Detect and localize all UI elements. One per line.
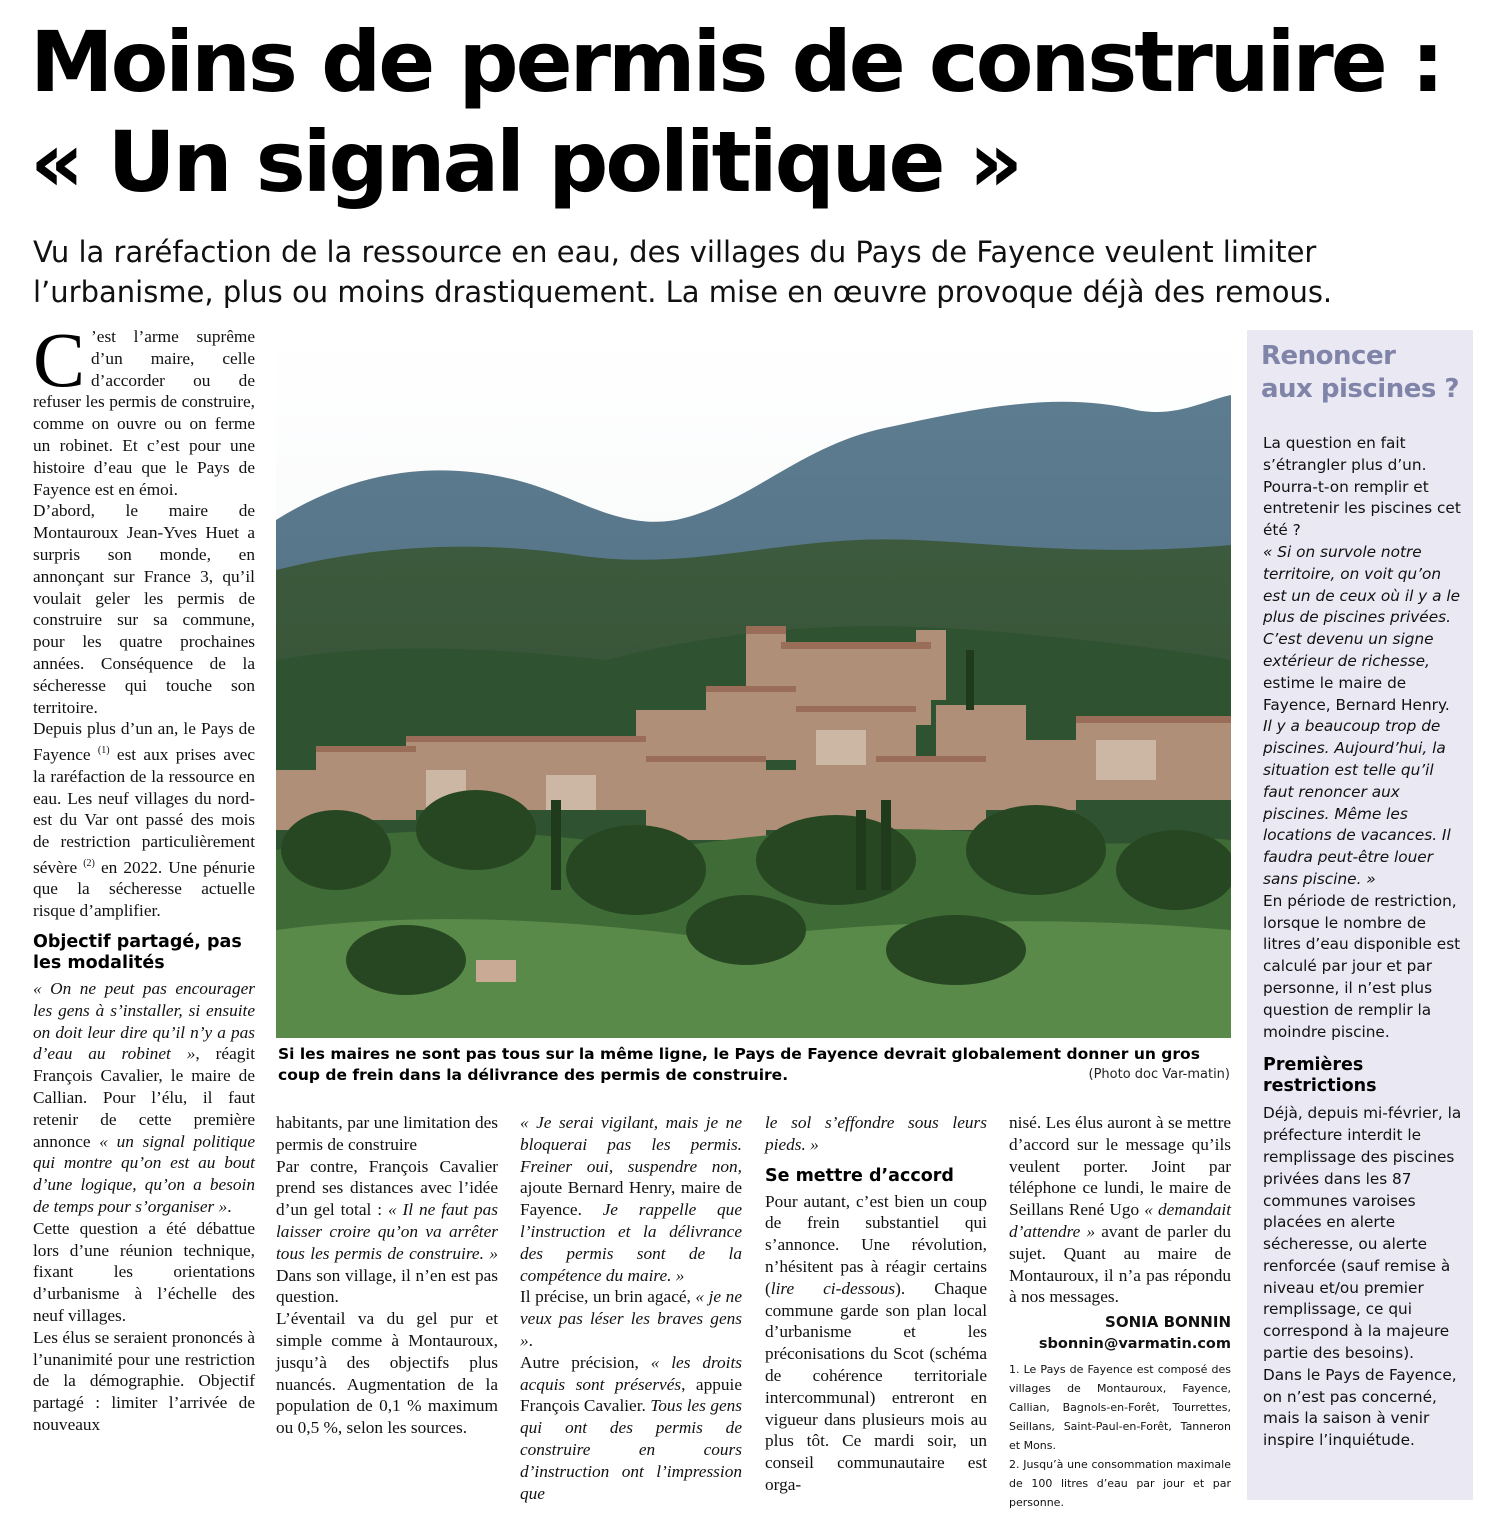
paragraph: En période de restriction, lorsque le nombre de litres d’eau disponible est calculé par jour et par personne, il n’est plus question de remplir la moindre piscine.: [1263, 891, 1461, 1041]
village-landscape-image: [276, 330, 1231, 1038]
article-column-5: [1009, 1112, 1231, 1512]
subheading: Objectif partagé, pas les modalités: [33, 932, 242, 974]
photo-credit: (Photo doc Var-matin): [1088, 1067, 1230, 1082]
headline: [30, 12, 1480, 212]
paragraph: Par contre, François Cavalier prend ses distances avec l’idée d’un gel total : « Il ne faut pas laisser croire qu’on va arrêter tous les permis de construire. » Dans son village, il n’en est pas question.: [276, 1156, 498, 1307]
author-name: SONIA BONNIN: [1105, 1313, 1231, 1332]
article-column-4: [765, 1112, 987, 1496]
paragraph: « Je serai vigilant, mais je ne bloquerai pas les permis. Freiner oui, suspendre non, ajoute Bernard Henry, maire de Fayence. Je rappelle que l’instruction et la délivrance des permis sont de la compétence du maire. »: [520, 1113, 742, 1285]
paragraph: Déjà, depuis mi-février, la préfecture interdit le remplissage des piscines privées dans les 87 communes varoises placées en alerte sécheresse, ou alerte renforcée (sauf remise à niveau et/ou premier remplissage, ce qui correspond à la majeure partie des besoins).: [1263, 1104, 1462, 1363]
standfirst-line-2: l’urbanisme, plus ou moins drastiquement. La mise en œuvre provoque déjà des remous.: [33, 275, 1333, 309]
drop-cap: C: [33, 316, 86, 403]
standfirst: [33, 232, 1473, 312]
paragraph: La question en fait s’étrangler plus d’un. Pourra-t-on remplir et entretenir les piscines cet été ?: [1263, 434, 1461, 540]
paragraph: « Si on survole notre territoire, on voit qu’on est un de ceux où il y a le plus de piscines privées. C’est devenu un signe extérieur de richesse, estime le maire de Fayence, Bernard Henry. Il y a beaucoup trop de piscines. Aujourd’hui, la situation est telle qu’il faut renoncer aux piscines. Même les locations de vacances. Il faudra peut-être louer sans piscine. »: [1263, 542, 1460, 888]
sidebar-title: Renoncer aux piscines ?: [1261, 341, 1459, 404]
paragraph: « On ne peut pas encourager les gens à s’installer, si ensuite on doit leur dire qu’il n’y a pas d’eau au robinet », réagit François Cavalier, le maire de Callian. Pour l’élu, il faut retenir de cette première annonce « un signal politique qui montre qu’on est au bout d’une logique, qu’on a besoin de temps pour s’organiser ».: [33, 979, 255, 1217]
article-photo: [276, 330, 1231, 1038]
subheading: Premières restrictions: [1263, 1055, 1377, 1097]
footnote-2: 2. Jusqu’à une consommation maximale de 100 litres d’eau par jour et par personne.: [1009, 1457, 1231, 1509]
paragraph: Autre précision, « les droits acquis sont préservés, appuie François Cavalier. Tous les gens qui ont des permis de construire en cours d’instruction ont l’impression que: [520, 1352, 743, 1503]
article-column-2: [276, 1112, 498, 1439]
standfirst-line-1: Vu la raréfaction de la ressource en eau, des villages du Pays de Fayence veulent limiter: [33, 235, 1317, 269]
footnote-ref-1: (1): [97, 745, 110, 757]
sidebar-body: [1263, 433, 1463, 1452]
paragraph: Depuis plus d’un an, le Pays de Fayence $^{(1)}$ est aux prises avec la raréfaction de la ressource en eau. Les neuf villages du nord-est du Var ont passé des mois de restriction particulièrement sévère $^{(2)}$ en 2022. Une pénurie que la sécheresse actuelle risque d’amplifier.: [33, 719, 255, 921]
paragraph: le sol s’effondre sous leurs pieds. »: [765, 1113, 987, 1154]
paragraph: nisé. Les élus auront à se mettre d’accord sur le message qu’ils veulent porter. Joint par téléphone ce lundi, le maire de Seillans René Ugo « demandait d’attendre » avant de parler du sujet. Quant au maire de Montauroux, il n’a pas répondu à nos messages.: [1009, 1113, 1231, 1307]
photo-caption: Si les maires ne sont pas tous sur la même ligne, le Pays de Fayence devrait globalement donner un gros coup de frein dans la délivrance des permis de construire.: [278, 1045, 1200, 1084]
paragraph: Dans le Pays de Fayence, on n’est pas concerné, mais la saison à venir inspire l’inquiétude.: [1263, 1365, 1457, 1450]
paragraph: habitants, par une limitation des permis de construire: [276, 1113, 498, 1154]
paragraph: L’éventail va du gel pur et simple comme à Montauroux, jusqu’à des objectifs plus nuancés. Augmentation de la population de 0,1 % maximum ou 0,5 %, selon les sources.: [276, 1309, 498, 1438]
article-column-3: [520, 1112, 742, 1504]
subheading: Se mettre d’accord: [765, 1165, 954, 1186]
paragraph: Il précise, un brin agacé, « je ne veux pas léser les braves gens ».: [520, 1287, 742, 1350]
article-column-1: [33, 316, 255, 1436]
paragraph: Pour autant, c’est bien un coup de frein substantiel qui s’annonce. Une révolution, n’hésitent pas à réagir certains (lire ci-dessous). Chaque commune garde son plan local d’urbanisme et les préconisations du Scot (schéma de cohérence territoriale intercommunal) entreront en vigueur dans plusieurs mois au plus tôt. Ce mardi soir, un conseil communautaire est orga-: [765, 1191, 987, 1494]
headline-line-1: Moins de permis de construire :: [30, 13, 1442, 111]
sidebar-box: [1247, 330, 1473, 1500]
paragraph: D’abord, le maire de Montauroux Jean-Yves Huet a surpris son monde, en annonçant sur France 3, qu’il voulait geler les permis de construire sur sa commune, pour les quatre prochaines années. Conséquence de la sécheresse qui touche son territoire.: [33, 501, 255, 717]
paragraph: C ’est l’arme suprême d’un maire, celle d’accorder ou de refuser les permis de construire, comme on ouvre ou on ferme un robinet. Et c’est pour une histoire d’eau que le Pays de Fayence est en émoi.: [33, 316, 255, 499]
author-email[interactable]: sbonnin@varmatin.com: [1038, 1335, 1231, 1352]
footnote-1: 1. Le Pays de Fayence est composé des villages de Montauroux, Fayence, Callian, Bagnols-en-Forêt, Tourrettes, Seillans, Saint-Paul-en-Forêt, Tanneron et Mons.: [1009, 1362, 1231, 1452]
paragraph: Cette question a été débattue lors d’une réunion technique, fixant les orientations d’urbanisme à l’échelle des neuf villages.: [33, 1218, 255, 1325]
paragraph: Les élus se seraient prononcés à l’unanimité pour une restriction de la démographie. Objectif partagé : limiter l’arrivée de nouveaux: [33, 1327, 255, 1434]
headline-line-2: « Un signal politique »: [30, 113, 1020, 211]
footnote-ref-2: (2): [83, 857, 95, 869]
